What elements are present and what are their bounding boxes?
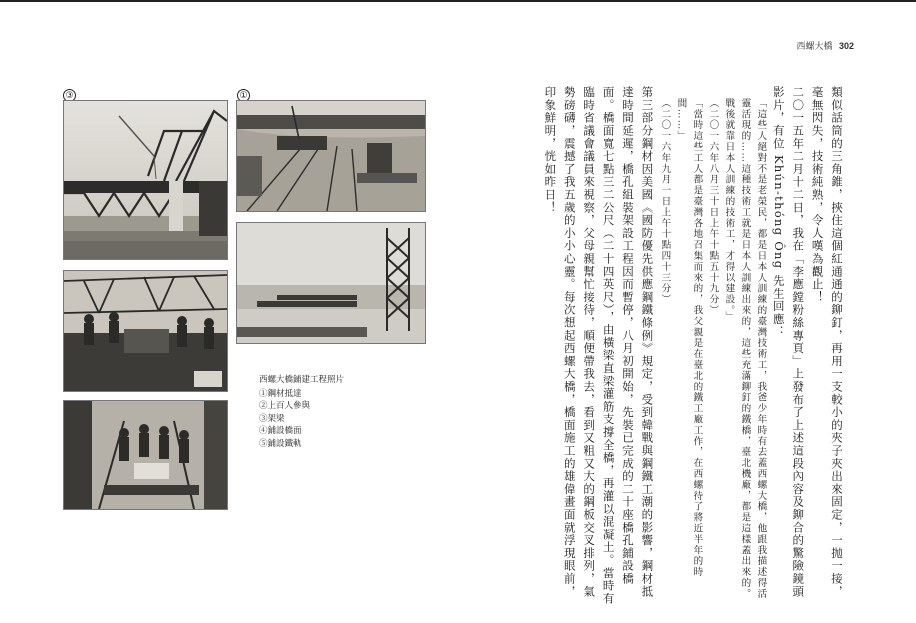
paragraph-1: 類似話筒的三角錐，挾住這個紅通通的鉚釘，再用一支較小的夾子夾出來固定，一抛一接，毫無閃失，技術純熟，令人嘆為觀止！ — [810, 86, 844, 598]
body-text — [366, 86, 846, 606]
page-number: 302 — [838, 41, 854, 51]
photo-1-number: ① — [237, 89, 250, 102]
caption-item: ①鋼材抵達 — [259, 387, 302, 398]
paragraph-3: 第三部分鋼材因美國《國防優先供應鋼鐵條例》規定，受到韓戰與鋼鐵工潮的影響，鋼材抵達時間延遲，橋孔組裝架設工程因而暫停，八月初開始，先裝已完成的二十座橋孔鋪設橋面。橋面寬七點三二公尺（二十四英尺），由橫梁直梁灌筋支撐全橋，再灌以混凝土。當時有臨時省議會議員來視察，父母親幫忙接待，順便帶我去，看到又粗又大的鋼板交叉排列，氣勢磅礴，震撼了我五歲的小小心靈。每次想起西螺大橋，橋面施工的雄偉畫面就浮現眼前，印象鮮明，恍如昨日！ — [543, 86, 655, 606]
caption-item: ②上百人參與 — [259, 400, 311, 410]
quote-2: 「當時這些工人都是臺灣各地召集而來的，我父親是在臺北的鐵工廠工作，在西螺待了將近半年的時間……」 — [675, 98, 703, 578]
photo-3-number: ③ — [63, 89, 76, 102]
quote-2-date: （二〇一六年九月一日上午十點四十三分） — [659, 98, 671, 306]
quote-1-date: （二〇一六年八月三十日上午十點五十九分） — [707, 98, 719, 316]
paragraph-2: 二〇一五年二月十二日，我在「李應鏜粉絲專頁」上發布了上述這段內容及鉚合的驚險鏡頭影片，有位 Khún-thóng Ông 先生回應： — [771, 86, 806, 598]
caption-item: ③架梁 — [259, 412, 285, 423]
photo-3-truss-image — [63, 100, 228, 260]
page-header — [796, 39, 854, 52]
photo-4-deck-paving-image — [63, 270, 228, 392]
photo-5-rail-laying-image — [63, 400, 228, 510]
quote-1: 「這些人絕對不是老榮民，都是日本人訓練的臺灣技術工，我爸少年時有去蓋西螺大橋，他跟我描述得活靈活現的……這種技術工就是日本人訓練出來的，這些充滿鉚釘的鐵橋，臺北機廠，都是這樣蓋出來的。戰後就靠日本人訓練的技術工，才得以建設。」 — [723, 98, 767, 600]
caption-item: ④鋪設橋面 — [259, 425, 302, 435]
photo-caption — [259, 373, 344, 449]
top-rule — [0, 0, 916, 2]
caption-item: ⑤鋪設鐵軌 — [259, 437, 302, 448]
caption-title: 西螺大橋鋪建工程照片 — [259, 374, 345, 384]
running-title: 西螺大橋 — [796, 41, 833, 51]
